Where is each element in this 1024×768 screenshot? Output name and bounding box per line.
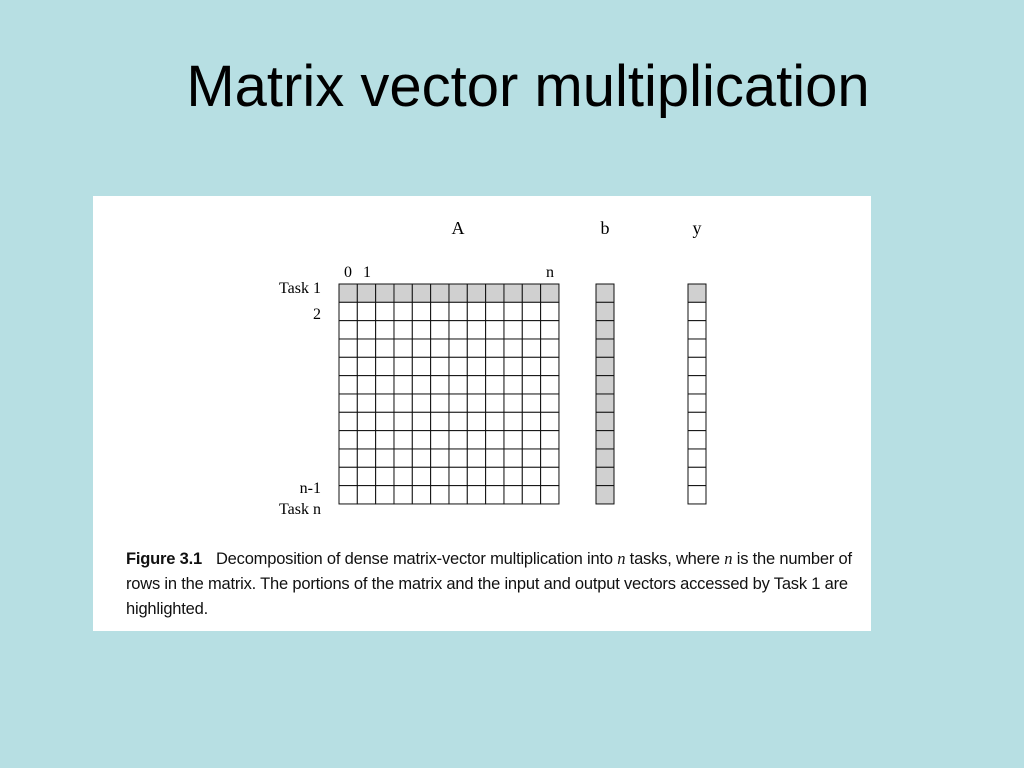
slide-title: Matrix vector multiplication [186,54,870,119]
matrix-cell [449,357,467,375]
matrix-cell [339,412,357,430]
vector-y-cell [688,321,706,339]
matrix-cell [541,431,559,449]
vector-b-cell-highlighted [596,302,614,320]
matrix-cell [467,376,485,394]
matrix-cell [522,431,540,449]
vector-b-cell-highlighted [596,486,614,504]
matrix-cell [339,376,357,394]
matrix-cell [467,412,485,430]
matrix-cell [522,449,540,467]
matrix-cell [339,339,357,357]
matrix-cell [504,302,522,320]
matrix-cell [522,302,540,320]
matrix-cell [449,321,467,339]
matrix-cell [376,486,394,504]
matrix-cell [339,467,357,485]
matrix-cell [541,376,559,394]
matrix-cell [357,339,375,357]
vector-b-cell-highlighted [596,321,614,339]
matrix-cell [412,449,430,467]
matrix-cell [504,376,522,394]
matrix-cell [357,321,375,339]
matrix-cell [486,376,504,394]
matrix-cell [412,339,430,357]
matrix-cell [504,321,522,339]
matrix-cell [376,412,394,430]
matrix-cell [431,486,449,504]
matrix-cell [394,412,412,430]
vector-y-grid [688,284,706,504]
matrix-cell [541,486,559,504]
matrix-cell [394,449,412,467]
row-label-task-n: Task n [279,501,321,518]
matrix-cell [431,321,449,339]
matrix-cell [357,394,375,412]
matrix-cell [486,394,504,412]
matrix-cell [504,467,522,485]
vector-y-label: y [692,218,702,238]
matrix-cell [467,486,485,504]
matrix-cell [412,394,430,412]
matrix-cell [431,357,449,375]
matrix-cell [412,357,430,375]
matrix-cell [339,321,357,339]
caption-text-3: is the number of rows in the matrix. The portions of the matrix and the input and output vectors accessed by Task 1 are highlighted. [126,550,852,618]
matrix-cell [449,486,467,504]
matrix-cell [522,376,540,394]
matrix-cell [357,431,375,449]
matrix-cell [376,302,394,320]
matrix-cell [504,449,522,467]
matrix-cell [522,486,540,504]
vector-y-cell [688,431,706,449]
column-label-n: n [546,264,554,281]
matrix-cell [467,339,485,357]
matrix-cell [339,302,357,320]
matrix-cell [357,486,375,504]
matrix-cell [541,412,559,430]
matrix-cell [467,321,485,339]
matrix-cell [522,339,540,357]
vector-b-cell-highlighted [596,339,614,357]
matrix-cell [431,302,449,320]
matrix-cell [431,431,449,449]
vector-y-cell [688,394,706,412]
matrix-cell [357,449,375,467]
vector-y-cell [688,412,706,430]
matrix-cell [449,339,467,357]
matrix-cell [486,321,504,339]
matrix-cell [431,394,449,412]
matrix-cell [541,357,559,375]
caption-variable-n: n [617,549,626,568]
matrix-cell-highlighted [467,284,485,302]
matrix-cell [412,376,430,394]
matrix-cell-highlighted [376,284,394,302]
figure-caption-label: Figure 3.1 [126,550,202,568]
matrix-cell [522,357,540,375]
matrix-cell-highlighted [394,284,412,302]
matrix-cell [504,394,522,412]
matrix-cell [541,302,559,320]
matrix-cell [449,412,467,430]
matrix-cell [357,412,375,430]
vector-y-cell [688,467,706,485]
matrix-cell [376,431,394,449]
matrix-cell [394,486,412,504]
matrix-cell-highlighted [504,284,522,302]
matrix-cell [339,486,357,504]
matrix-cell [467,467,485,485]
matrix-cell [541,394,559,412]
vector-y-cell [688,357,706,375]
figure-panel [93,196,871,631]
matrix-cell [522,321,540,339]
matrix-cell-highlighted [486,284,504,302]
matrix-cell [486,449,504,467]
matrix-cell-highlighted [541,284,559,302]
vector-b-cell-highlighted [596,431,614,449]
matrix-cell [522,412,540,430]
matrix-cell [339,431,357,449]
vector-y-cell [688,339,706,357]
matrix-cell [431,449,449,467]
caption-text-2: tasks, where [625,550,725,568]
matrix-cell [486,339,504,357]
matrix-cell [486,431,504,449]
vector-y-cell [688,486,706,504]
matrix-cell [412,321,430,339]
matrix-cell [486,412,504,430]
matrix-cell [412,412,430,430]
matrix-cell [449,394,467,412]
vector-y-cell [688,376,706,394]
matrix-cell-highlighted [431,284,449,302]
matrix-cell [376,394,394,412]
matrix-cell [376,449,394,467]
matrix-cell [357,357,375,375]
vector-y-cell-highlighted [688,284,706,302]
matrix-cell [339,357,357,375]
caption-text-1: Decomposition of dense matrix-vector multiplication into [215,550,618,568]
vector-b-cell-highlighted [596,376,614,394]
matrix-cell [394,467,412,485]
matrix-cell [522,467,540,485]
matrix-cell [376,321,394,339]
matrix-cell-highlighted [339,284,357,302]
matrix-cell [412,486,430,504]
matrix-cell [376,376,394,394]
matrix-a-grid [339,284,559,504]
matrix-cell [431,376,449,394]
vector-b-cell-highlighted [596,284,614,302]
matrix-cell [504,486,522,504]
matrix-cell [449,431,467,449]
matrix-cell [486,486,504,504]
matrix-cell [394,302,412,320]
vector-b-cell-highlighted [596,394,614,412]
matrix-cell [449,302,467,320]
matrix-cell [339,449,357,467]
matrix-cell [467,431,485,449]
row-label-n-minus-1: n-1 [299,480,321,497]
matrix-cell [504,357,522,375]
figure-caption [126,546,856,622]
matrix-cell [504,431,522,449]
matrix-cell [541,339,559,357]
matrix-cell [357,302,375,320]
matrix-cell [376,339,394,357]
matrix-cell [449,376,467,394]
matrix-cell-highlighted [449,284,467,302]
matrix-cell [394,339,412,357]
column-label-1: 1 [363,264,371,281]
matrix-cell [412,467,430,485]
matrix-cell [376,467,394,485]
matrix-cell [431,339,449,357]
vector-b-grid [596,284,614,504]
matrix-cell [541,467,559,485]
matrix-cell [357,376,375,394]
matrix-cell [357,467,375,485]
column-label-0: 0 [344,264,352,281]
vector-b-cell-highlighted [596,467,614,485]
matrix-cell [376,357,394,375]
matrix-cell [394,394,412,412]
vector-y-cell [688,302,706,320]
matrix-cell [467,357,485,375]
vector-b-cell-highlighted [596,357,614,375]
matrix-cell-highlighted [522,284,540,302]
matrix-cell [541,321,559,339]
matrix-cell [504,412,522,430]
vector-b-cell-highlighted [596,412,614,430]
matrix-cell [467,449,485,467]
caption-variable-n: n [724,549,733,568]
matrix-cell [394,321,412,339]
matrix-cell [486,357,504,375]
matrix-cell [431,412,449,430]
matrix-cell [486,302,504,320]
matrix-cell [467,394,485,412]
vector-b-label: b [600,218,610,238]
row-label-2: 2 [313,306,321,323]
matrix-cell [486,467,504,485]
matrix-cell [541,449,559,467]
matrix-cell [339,394,357,412]
row-label-task-1: Task 1 [279,280,321,297]
matrix-cell [431,467,449,485]
matrix-cell [412,302,430,320]
matrix-cell [394,376,412,394]
matrix-cell-highlighted [357,284,375,302]
matrix-cell [449,467,467,485]
matrix-cell [504,339,522,357]
matrix-cell-highlighted [412,284,430,302]
matrix-cell [522,394,540,412]
matrix-cell [394,431,412,449]
vector-b-cell-highlighted [596,449,614,467]
matrix-a-label: A [451,218,465,238]
matrix-cell [449,449,467,467]
matrix-cell [394,357,412,375]
matrix-cell [412,431,430,449]
matrix-cell [467,302,485,320]
vector-y-cell [688,449,706,467]
